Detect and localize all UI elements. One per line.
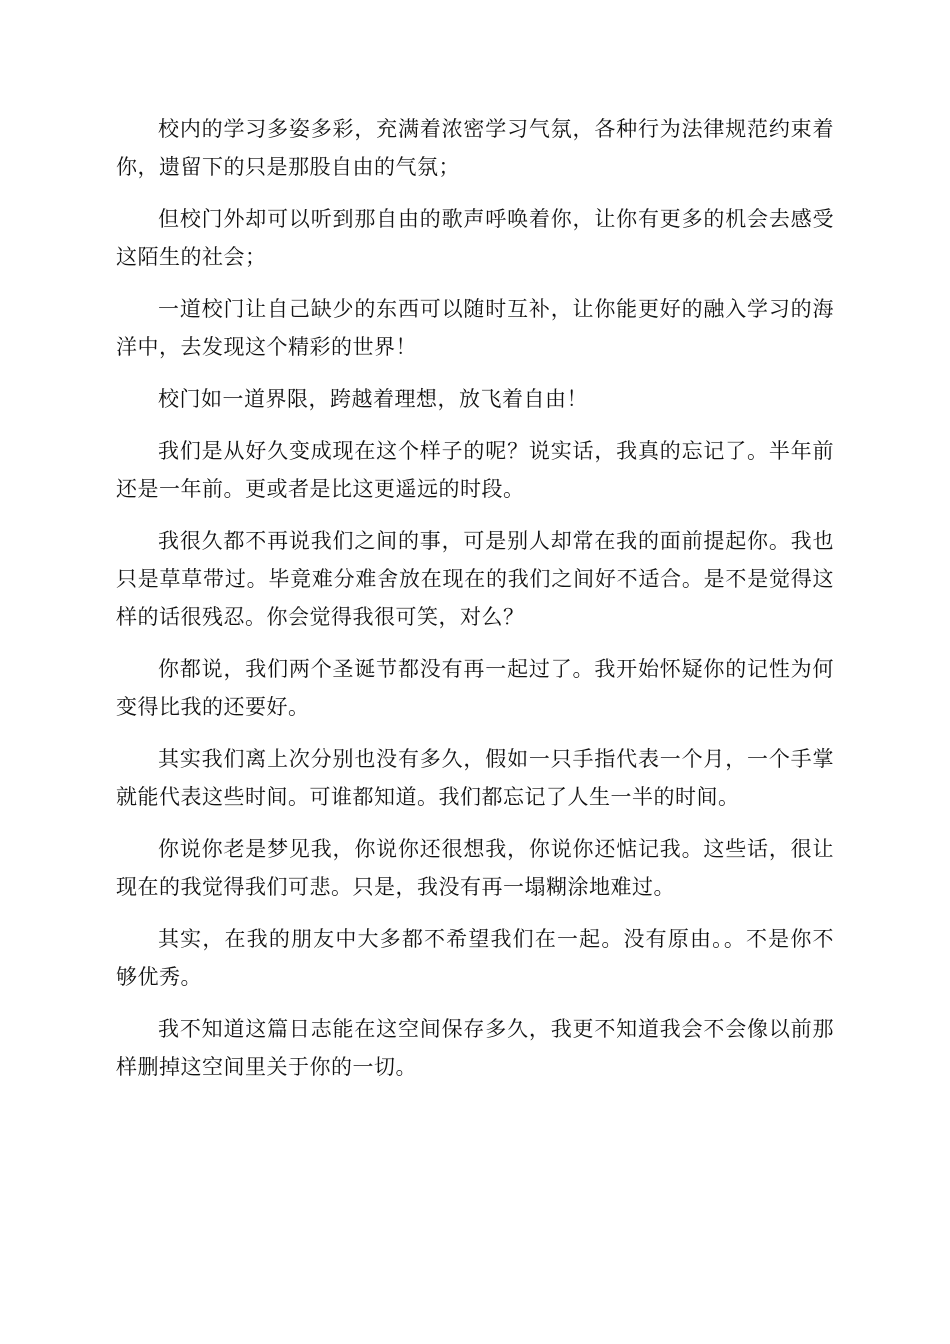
paragraph-8: 其实我们离上次分别也没有多久，假如一只手指代表一个月，一个手掌就能代表这些时间。可谁都知道。我们都忘记了人生一半的时间。 bbox=[116, 747, 834, 809]
paragraph-7: 你都说，我们两个圣诞节都没有再一起过了。我开始怀疑你的记性为何变得比我的还要好。 bbox=[116, 657, 834, 719]
paragraph-3: 一道校门让自己缺少的东西可以随时互补，让你能更好的融入学习的海洋中，去发现这个精彩的世界！ bbox=[116, 297, 834, 359]
paragraph-1: 校内的学习多姿多彩，充满着浓密学习气氛，各种行为法律规范约束着你，遗留下的只是那股自由的气氛； bbox=[116, 117, 834, 179]
paragraph-9: 你说你老是梦见我，你说你还很想我，你说你还惦记我。这些话，很让现在的我觉得我们可悲。只是，我没有再一塌糊涂地难过。 bbox=[116, 837, 834, 899]
document-body bbox=[116, 110, 834, 1100]
paragraph-4: 校门如一道界限，跨越着理想，放飞着自由！ bbox=[158, 387, 588, 411]
paragraph-11: 我不知道这篇日志能在这空间保存多久，我更不知道我会不会像以前那样删掉这空间里关于你的一切。 bbox=[116, 1017, 834, 1079]
paragraph-10: 其实，在我的朋友中大多都不希望我们在一起。没有原由。。不是你不够优秀。 bbox=[116, 927, 834, 989]
paragraph-6: 我很久都不再说我们之间的事，可是别人却常在我的面前提起你。我也只是草草带过。毕竟难分难舍放在现在的我们之间好不适合。是不是觉得这样的话很残忍。你会觉得我很可笑，对么？ bbox=[116, 529, 834, 629]
paragraph-5: 我们是从好久变成现在这个样子的呢？说实话，我真的忘记了。半年前还是一年前。更或者是比这更遥远的时段。 bbox=[116, 439, 834, 501]
paragraph-2: 但校门外却可以听到那自由的歌声呼唤着你，让你有更多的机会去感受这陌生的社会； bbox=[116, 207, 834, 269]
